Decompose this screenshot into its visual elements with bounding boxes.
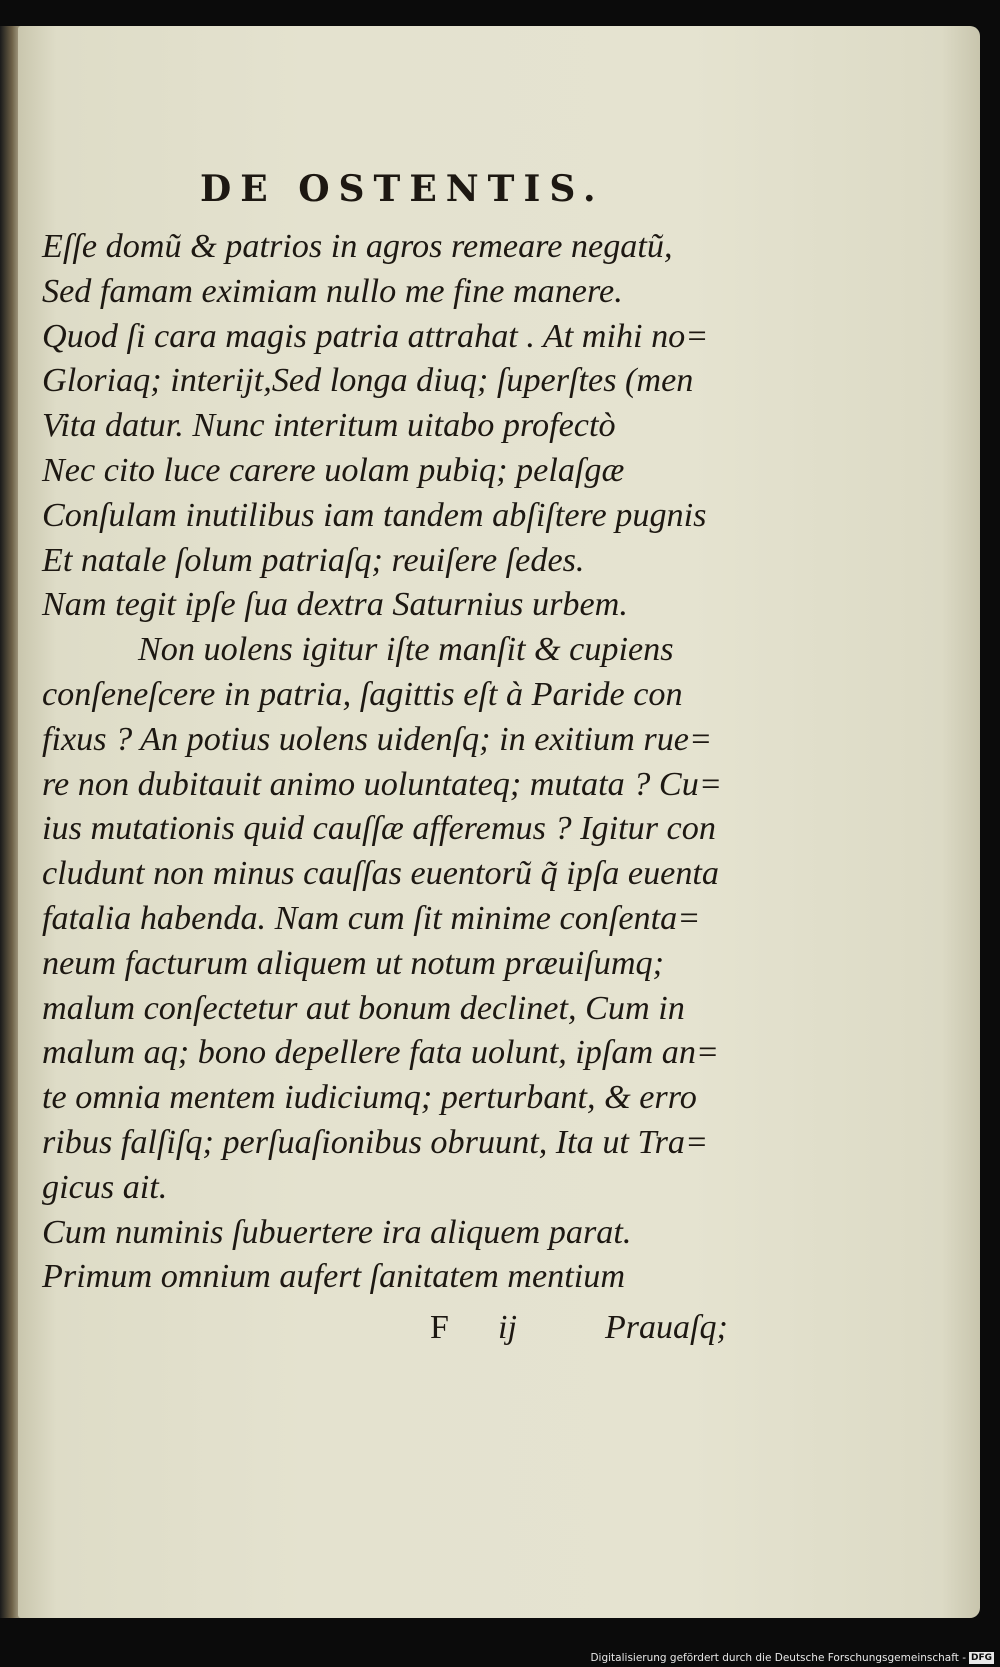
credit-text: Digitalisierung gefördert durch die Deutsche Forschungsgemeinschaft - [590,1652,966,1664]
text-line: Nam tegit ipſe ſua dextra Saturnius urbem. [42,586,628,624]
digitization-credit [0,1650,994,1667]
text-line: Sed famam eximiam nullo me fine manere. [42,272,623,310]
dfg-logo: DFG [970,1653,992,1663]
text-line: re non dubitauit animo uoluntateq; mutata ? Cu= [42,765,722,803]
text-line: cludunt non minus cauſſas euentorũ q̃ ipſa euenta [42,855,720,893]
text-line: ribus falſiſq; perſuaſionibus obruunt, Ita ut Tra= [42,1123,709,1161]
page-body-text [42,225,742,1300]
text-line: fatalia habenda. Nam cum ſit minime conſenta= [42,899,701,937]
text-line: malum conſectetur aut bonum declinet, Cum in [42,989,685,1027]
text-line: Vita datur. Nunc interitum uitabo profectò [42,407,616,445]
text-line: Non uolens igitur iſte manſit & cupiens [138,631,674,669]
catchword: Prauaſq; [605,1309,728,1346]
text-line: ius mutationis quid cauſſæ afferemus ? Igitur con [42,810,716,848]
text-line: neum facturum aliquem ut notum præuiſumq; [42,944,664,982]
signature-mark: F [430,1309,449,1346]
text-line: Conſulam inutilibus iam tandem abſiſtere pugnis [42,496,707,534]
text-line: Eſſe domũ & patrios in agros remeare negatũ, [42,228,673,265]
text-line: Gloriaq; interijt,Sed longa diuq; ſuperſtes (men [42,362,694,400]
text-line: fixus ? An potius uolens uidenſq; in exitium rue= [42,720,713,758]
text-line: Cum numinis ſubuertere ira aliquem parat. [42,1213,632,1251]
text-line: conſeneſcere in patria, ſagittis eſt à Paride con [42,675,683,713]
text-line: Et natale ſolum patriaſq; reuiſere ſedes. [42,541,585,579]
signature-number: ij [498,1309,517,1346]
text-line: gicus ait. [42,1168,168,1206]
text-line: Nec cito luce carere uolam pubiq; pelaſgæ [42,451,625,489]
running-head: DE OSTENTIS. [200,168,605,210]
text-line: Quod ſi cara magis patria attrahat . At mihi no= [42,317,709,355]
text-line: malum aq; bono depellere fata uolunt, ipſam an= [42,1034,719,1072]
text-line: te omnia mentem iudiciumq; perturbant, & erro [42,1079,697,1117]
text-line: Primum omnium aufert ſanitatem mentium [42,1258,626,1296]
